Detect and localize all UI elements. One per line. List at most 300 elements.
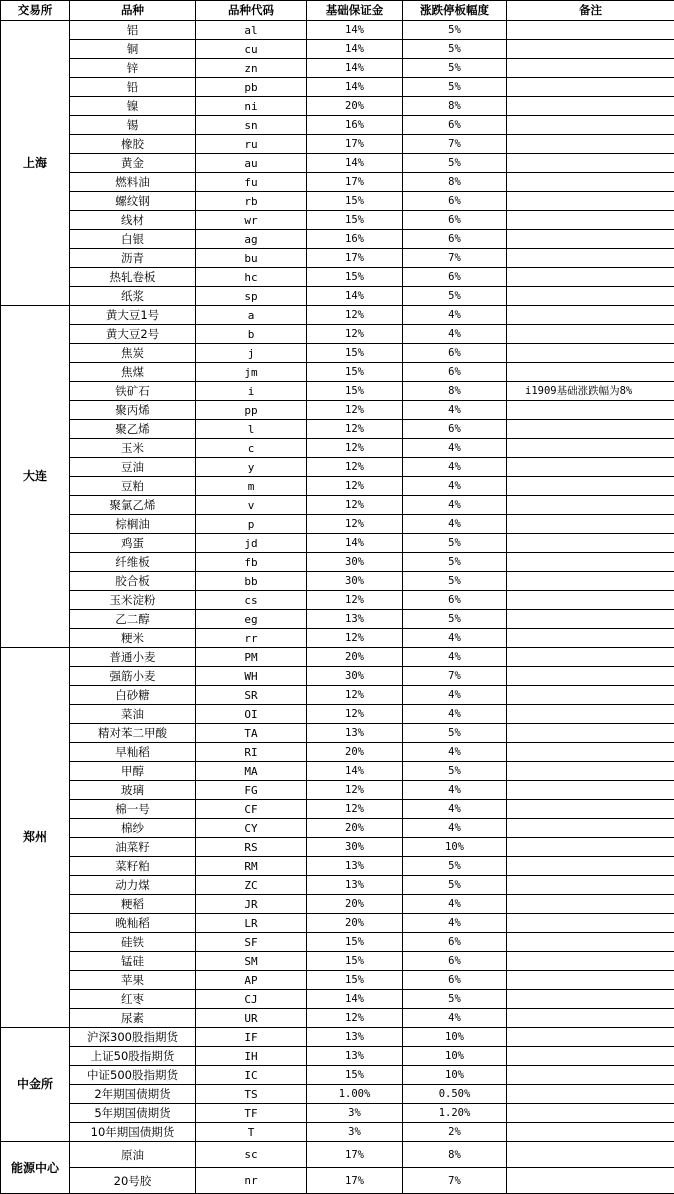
- table-row: [1, 990, 674, 1009]
- code-cell: i: [196, 382, 307, 401]
- limit-cell: 5%: [403, 40, 507, 59]
- table-row: [1, 458, 674, 477]
- margin-cell: 14%: [307, 534, 403, 553]
- code-cell: WH: [196, 667, 307, 686]
- code-cell: IH: [196, 1047, 307, 1066]
- code-cell: eg: [196, 610, 307, 629]
- limit-cell: 6%: [403, 211, 507, 230]
- variety-cell: 锰硅: [70, 952, 196, 971]
- code-cell: zn: [196, 59, 307, 78]
- limit-cell: 5%: [403, 553, 507, 572]
- margin-cell: 12%: [307, 686, 403, 705]
- note-cell: [507, 1085, 674, 1104]
- code-cell: bb: [196, 572, 307, 591]
- margin-cell: 14%: [307, 990, 403, 1009]
- note-cell: [507, 116, 674, 135]
- table-row: [1, 496, 674, 515]
- table-row: [1, 838, 674, 857]
- table-row: [1, 591, 674, 610]
- exchange-group: [1, 1142, 674, 1194]
- code-cell: au: [196, 154, 307, 173]
- variety-cell: 红枣: [70, 990, 196, 1009]
- note-cell: [507, 705, 674, 724]
- limit-cell: 4%: [403, 686, 507, 705]
- table-row: [1, 857, 674, 876]
- variety-cell: 黄大豆2号: [70, 325, 196, 344]
- note-cell: [507, 192, 674, 211]
- table-row: [1, 1085, 674, 1104]
- table-row: [1, 439, 674, 458]
- margin-cell: 14%: [307, 762, 403, 781]
- margin-cell: 20%: [307, 819, 403, 838]
- note-cell: [507, 306, 674, 325]
- note-cell: [507, 1009, 674, 1028]
- variety-cell: 纤维板: [70, 553, 196, 572]
- limit-cell: 4%: [403, 914, 507, 933]
- limit-cell: 4%: [403, 743, 507, 762]
- table-row: [1, 135, 674, 154]
- note-cell: [507, 496, 674, 515]
- exchange-group: [1, 21, 674, 306]
- limit-cell: 6%: [403, 192, 507, 211]
- margin-cell: 12%: [307, 477, 403, 496]
- limit-cell: 6%: [403, 344, 507, 363]
- header-note: 备注: [507, 1, 674, 21]
- variety-cell: 乙二醇: [70, 610, 196, 629]
- note-cell: [507, 211, 674, 230]
- variety-cell: 尿素: [70, 1009, 196, 1028]
- limit-cell: 10%: [403, 838, 507, 857]
- variety-cell: 20号胶: [70, 1168, 196, 1194]
- variety-cell: 粳稻: [70, 895, 196, 914]
- table-row: [1, 686, 674, 705]
- margin-cell: 15%: [307, 933, 403, 952]
- variety-cell: 豆油: [70, 458, 196, 477]
- limit-cell: 4%: [403, 895, 507, 914]
- note-cell: [507, 97, 674, 116]
- note-cell: [507, 572, 674, 591]
- variety-cell: 中证500股指期货: [70, 1066, 196, 1085]
- limit-cell: 8%: [403, 173, 507, 192]
- margin-cell: 16%: [307, 116, 403, 135]
- margin-cell: 3%: [307, 1123, 403, 1142]
- margin-cell: 14%: [307, 154, 403, 173]
- code-cell: cu: [196, 40, 307, 59]
- margin-cell: 14%: [307, 287, 403, 306]
- margin-cell: 15%: [307, 192, 403, 211]
- code-cell: fb: [196, 553, 307, 572]
- variety-cell: 焦煤: [70, 363, 196, 382]
- limit-cell: 5%: [403, 59, 507, 78]
- variety-cell: 豆粕: [70, 477, 196, 496]
- margin-cell: 30%: [307, 667, 403, 686]
- margin-cell: 15%: [307, 1066, 403, 1085]
- variety-cell: 精对苯二甲酸: [70, 724, 196, 743]
- table-row: [1, 192, 674, 211]
- limit-cell: 10%: [403, 1047, 507, 1066]
- table-row: [1, 1104, 674, 1123]
- note-cell: [507, 173, 674, 192]
- note-cell: [507, 21, 674, 40]
- code-cell: PM: [196, 648, 307, 667]
- exchange-cell: 郑州: [1, 648, 70, 1028]
- margin-cell: 16%: [307, 230, 403, 249]
- note-cell: [507, 1028, 674, 1047]
- limit-cell: 5%: [403, 154, 507, 173]
- limit-cell: 10%: [403, 1028, 507, 1047]
- margin-cell: 12%: [307, 439, 403, 458]
- table-row: [1, 1009, 674, 1028]
- variety-cell: 棉纱: [70, 819, 196, 838]
- variety-cell: 鸡蛋: [70, 534, 196, 553]
- variety-cell: 晚籼稻: [70, 914, 196, 933]
- variety-cell: 热轧卷板: [70, 268, 196, 287]
- limit-cell: 4%: [403, 819, 507, 838]
- code-cell: sn: [196, 116, 307, 135]
- variety-cell: 镍: [70, 97, 196, 116]
- code-cell: OI: [196, 705, 307, 724]
- limit-cell: 6%: [403, 971, 507, 990]
- note-cell: [507, 344, 674, 363]
- exchange-cell: 上海: [1, 21, 70, 306]
- variety-cell: 粳米: [70, 629, 196, 648]
- table-row: [1, 1168, 674, 1194]
- variety-cell: 2年期国债期货: [70, 1085, 196, 1104]
- code-cell: ni: [196, 97, 307, 116]
- note-cell: [507, 1066, 674, 1085]
- variety-cell: 橡胶: [70, 135, 196, 154]
- header-code: 品种代码: [196, 1, 307, 21]
- note-cell: [507, 667, 674, 686]
- exchange-group: [1, 1028, 674, 1142]
- table-row: [1, 705, 674, 724]
- note-cell: [507, 781, 674, 800]
- code-cell: y: [196, 458, 307, 477]
- variety-cell: 10年期国债期货: [70, 1123, 196, 1142]
- table-row: [1, 78, 674, 97]
- margin-cell: 15%: [307, 211, 403, 230]
- margin-cell: 14%: [307, 78, 403, 97]
- note-cell: [507, 914, 674, 933]
- limit-cell: 7%: [403, 249, 507, 268]
- margin-cell: 12%: [307, 496, 403, 515]
- code-cell: TS: [196, 1085, 307, 1104]
- code-cell: TF: [196, 1104, 307, 1123]
- margin-cell: 15%: [307, 971, 403, 990]
- code-cell: SR: [196, 686, 307, 705]
- table-row: [1, 895, 674, 914]
- table-row: [1, 819, 674, 838]
- margin-cell: 13%: [307, 876, 403, 895]
- limit-cell: 4%: [403, 306, 507, 325]
- table-row: [1, 1142, 674, 1168]
- limit-cell: 5%: [403, 762, 507, 781]
- margin-cell: 13%: [307, 724, 403, 743]
- limit-cell: 4%: [403, 781, 507, 800]
- variety-cell: 菜油: [70, 705, 196, 724]
- limit-cell: 4%: [403, 439, 507, 458]
- code-cell: MA: [196, 762, 307, 781]
- code-cell: IF: [196, 1028, 307, 1047]
- limit-cell: 5%: [403, 876, 507, 895]
- limit-cell: 7%: [403, 1168, 507, 1194]
- note-cell: [507, 952, 674, 971]
- code-cell: pp: [196, 401, 307, 420]
- margin-cell: 17%: [307, 249, 403, 268]
- exchange-group: [1, 648, 674, 1028]
- margin-cell: 15%: [307, 344, 403, 363]
- note-cell: [507, 610, 674, 629]
- table-row: [1, 230, 674, 249]
- table-row: [1, 1028, 674, 1047]
- limit-cell: 4%: [403, 401, 507, 420]
- limit-cell: 6%: [403, 268, 507, 287]
- code-cell: c: [196, 439, 307, 458]
- variety-cell: 聚丙烯: [70, 401, 196, 420]
- margin-cell: 20%: [307, 97, 403, 116]
- limit-cell: 8%: [403, 1142, 507, 1168]
- note-cell: [507, 40, 674, 59]
- table-row: [1, 116, 674, 135]
- limit-cell: 5%: [403, 78, 507, 97]
- note-cell: [507, 838, 674, 857]
- variety-cell: 螺纹钢: [70, 192, 196, 211]
- header-variety: 品种: [70, 1, 196, 21]
- margin-cell: 17%: [307, 135, 403, 154]
- table-row: [1, 173, 674, 192]
- table-row: [1, 21, 674, 40]
- variety-cell: 强筋小麦: [70, 667, 196, 686]
- header-exchange: 交易所: [1, 1, 70, 21]
- limit-cell: 4%: [403, 325, 507, 344]
- margin-cell: 15%: [307, 363, 403, 382]
- margin-cell: 12%: [307, 458, 403, 477]
- code-cell: FG: [196, 781, 307, 800]
- variety-cell: 沪深300股指期货: [70, 1028, 196, 1047]
- table-row: [1, 1066, 674, 1085]
- code-cell: p: [196, 515, 307, 534]
- variety-cell: 油菜籽: [70, 838, 196, 857]
- note-cell: [507, 515, 674, 534]
- header-limit: 涨跌停板幅度: [403, 1, 507, 21]
- margin-cell: 30%: [307, 553, 403, 572]
- code-cell: ag: [196, 230, 307, 249]
- note-cell: [507, 420, 674, 439]
- variety-cell: 菜籽粕: [70, 857, 196, 876]
- margin-cell: 12%: [307, 306, 403, 325]
- code-cell: pb: [196, 78, 307, 97]
- table-row: [1, 553, 674, 572]
- note-cell: [507, 439, 674, 458]
- note-cell: [507, 401, 674, 420]
- table-row: [1, 401, 674, 420]
- variety-cell: 锌: [70, 59, 196, 78]
- limit-cell: 5%: [403, 572, 507, 591]
- limit-cell: 6%: [403, 420, 507, 439]
- margin-cell: 12%: [307, 325, 403, 344]
- table-row: [1, 952, 674, 971]
- variety-cell: 聚氯乙烯: [70, 496, 196, 515]
- exchange-cell: 大连: [1, 306, 70, 648]
- variety-cell: 黄金: [70, 154, 196, 173]
- table-row: [1, 534, 674, 553]
- code-cell: RI: [196, 743, 307, 762]
- margin-cell: 12%: [307, 420, 403, 439]
- table-row: [1, 477, 674, 496]
- table-row: [1, 515, 674, 534]
- variety-cell: 5年期国债期货: [70, 1104, 196, 1123]
- table-row: [1, 762, 674, 781]
- variety-cell: 早籼稻: [70, 743, 196, 762]
- limit-cell: 4%: [403, 629, 507, 648]
- note-cell: [507, 477, 674, 496]
- limit-cell: 4%: [403, 648, 507, 667]
- limit-cell: 6%: [403, 933, 507, 952]
- margin-cell: 14%: [307, 21, 403, 40]
- code-cell: UR: [196, 1009, 307, 1028]
- table-row: [1, 325, 674, 344]
- note-cell: [507, 325, 674, 344]
- note-cell: i1909基础涨跌幅为8%: [507, 382, 674, 401]
- table-row: [1, 876, 674, 895]
- table-row: [1, 1123, 674, 1142]
- margin-cell: 12%: [307, 1009, 403, 1028]
- limit-cell: 7%: [403, 135, 507, 154]
- variety-cell: 动力煤: [70, 876, 196, 895]
- note-cell: [507, 895, 674, 914]
- margin-cell: 17%: [307, 1142, 403, 1168]
- note-cell: [507, 629, 674, 648]
- code-cell: ZC: [196, 876, 307, 895]
- table-row: [1, 97, 674, 116]
- code-cell: TA: [196, 724, 307, 743]
- limit-cell: 4%: [403, 705, 507, 724]
- margin-cell: 20%: [307, 895, 403, 914]
- code-cell: SF: [196, 933, 307, 952]
- table-row: [1, 211, 674, 230]
- note-cell: [507, 1123, 674, 1142]
- code-cell: jd: [196, 534, 307, 553]
- variety-cell: 硅铁: [70, 933, 196, 952]
- limit-cell: 8%: [403, 382, 507, 401]
- table-row: [1, 648, 674, 667]
- variety-cell: 上证50股指期货: [70, 1047, 196, 1066]
- variety-cell: 棕榈油: [70, 515, 196, 534]
- margin-cell: 3%: [307, 1104, 403, 1123]
- note-cell: [507, 78, 674, 97]
- code-cell: jm: [196, 363, 307, 382]
- margin-cell: 14%: [307, 40, 403, 59]
- code-cell: a: [196, 306, 307, 325]
- variety-cell: 燃料油: [70, 173, 196, 192]
- margin-cell: 14%: [307, 59, 403, 78]
- variety-cell: 玻璃: [70, 781, 196, 800]
- margin-cell: 12%: [307, 800, 403, 819]
- note-cell: [507, 971, 674, 990]
- code-cell: rb: [196, 192, 307, 211]
- table-row: [1, 40, 674, 59]
- code-cell: IC: [196, 1066, 307, 1085]
- limit-cell: 5%: [403, 287, 507, 306]
- variety-cell: 甲醇: [70, 762, 196, 781]
- table-row: [1, 971, 674, 990]
- limit-cell: 5%: [403, 724, 507, 743]
- header-margin: 基础保证金: [307, 1, 403, 21]
- code-cell: CF: [196, 800, 307, 819]
- code-cell: hc: [196, 268, 307, 287]
- variety-cell: 铝: [70, 21, 196, 40]
- margin-cell: 17%: [307, 1168, 403, 1194]
- code-cell: sc: [196, 1142, 307, 1168]
- note-cell: [507, 458, 674, 477]
- variety-cell: 铁矿石: [70, 382, 196, 401]
- variety-cell: 焦炭: [70, 344, 196, 363]
- table-row: [1, 1047, 674, 1066]
- code-cell: SM: [196, 952, 307, 971]
- margin-cell: 13%: [307, 857, 403, 876]
- margin-cell: 17%: [307, 173, 403, 192]
- note-cell: [507, 591, 674, 610]
- code-cell: nr: [196, 1168, 307, 1194]
- limit-cell: 6%: [403, 116, 507, 135]
- margin-cell: 15%: [307, 952, 403, 971]
- margin-cell: 30%: [307, 838, 403, 857]
- variety-cell: 苹果: [70, 971, 196, 990]
- limit-cell: 10%: [403, 1066, 507, 1085]
- table-row: [1, 800, 674, 819]
- table-row: [1, 420, 674, 439]
- note-cell: [507, 230, 674, 249]
- variety-cell: 纸浆: [70, 287, 196, 306]
- table-row: [1, 268, 674, 287]
- note-cell: [507, 933, 674, 952]
- note-cell: [507, 1047, 674, 1066]
- variety-cell: 聚乙烯: [70, 420, 196, 439]
- exchange-cell: 中金所: [1, 1028, 70, 1142]
- note-cell: [507, 686, 674, 705]
- margin-cell: 12%: [307, 781, 403, 800]
- table-row: [1, 344, 674, 363]
- table-row: [1, 667, 674, 686]
- margin-cell: 20%: [307, 743, 403, 762]
- variety-cell: 玉米: [70, 439, 196, 458]
- margin-cell: 30%: [307, 572, 403, 591]
- margin-cell: 12%: [307, 591, 403, 610]
- table-row: [1, 154, 674, 173]
- note-cell: [507, 154, 674, 173]
- code-cell: bu: [196, 249, 307, 268]
- limit-cell: 2%: [403, 1123, 507, 1142]
- margin-cell: 13%: [307, 610, 403, 629]
- variety-cell: 胶合板: [70, 572, 196, 591]
- limit-cell: 4%: [403, 800, 507, 819]
- limit-cell: 5%: [403, 534, 507, 553]
- margin-cell: 20%: [307, 914, 403, 933]
- note-cell: [507, 135, 674, 154]
- margin-cell: 1.00%: [307, 1085, 403, 1104]
- code-cell: cs: [196, 591, 307, 610]
- margin-cell: 20%: [307, 648, 403, 667]
- limit-cell: 5%: [403, 610, 507, 629]
- table-row: [1, 287, 674, 306]
- note-cell: [507, 819, 674, 838]
- limit-cell: 0.50%: [403, 1085, 507, 1104]
- margin-cell: 12%: [307, 629, 403, 648]
- margin-cell: 13%: [307, 1047, 403, 1066]
- note-cell: [507, 857, 674, 876]
- code-cell: AP: [196, 971, 307, 990]
- variety-cell: 黄大豆1号: [70, 306, 196, 325]
